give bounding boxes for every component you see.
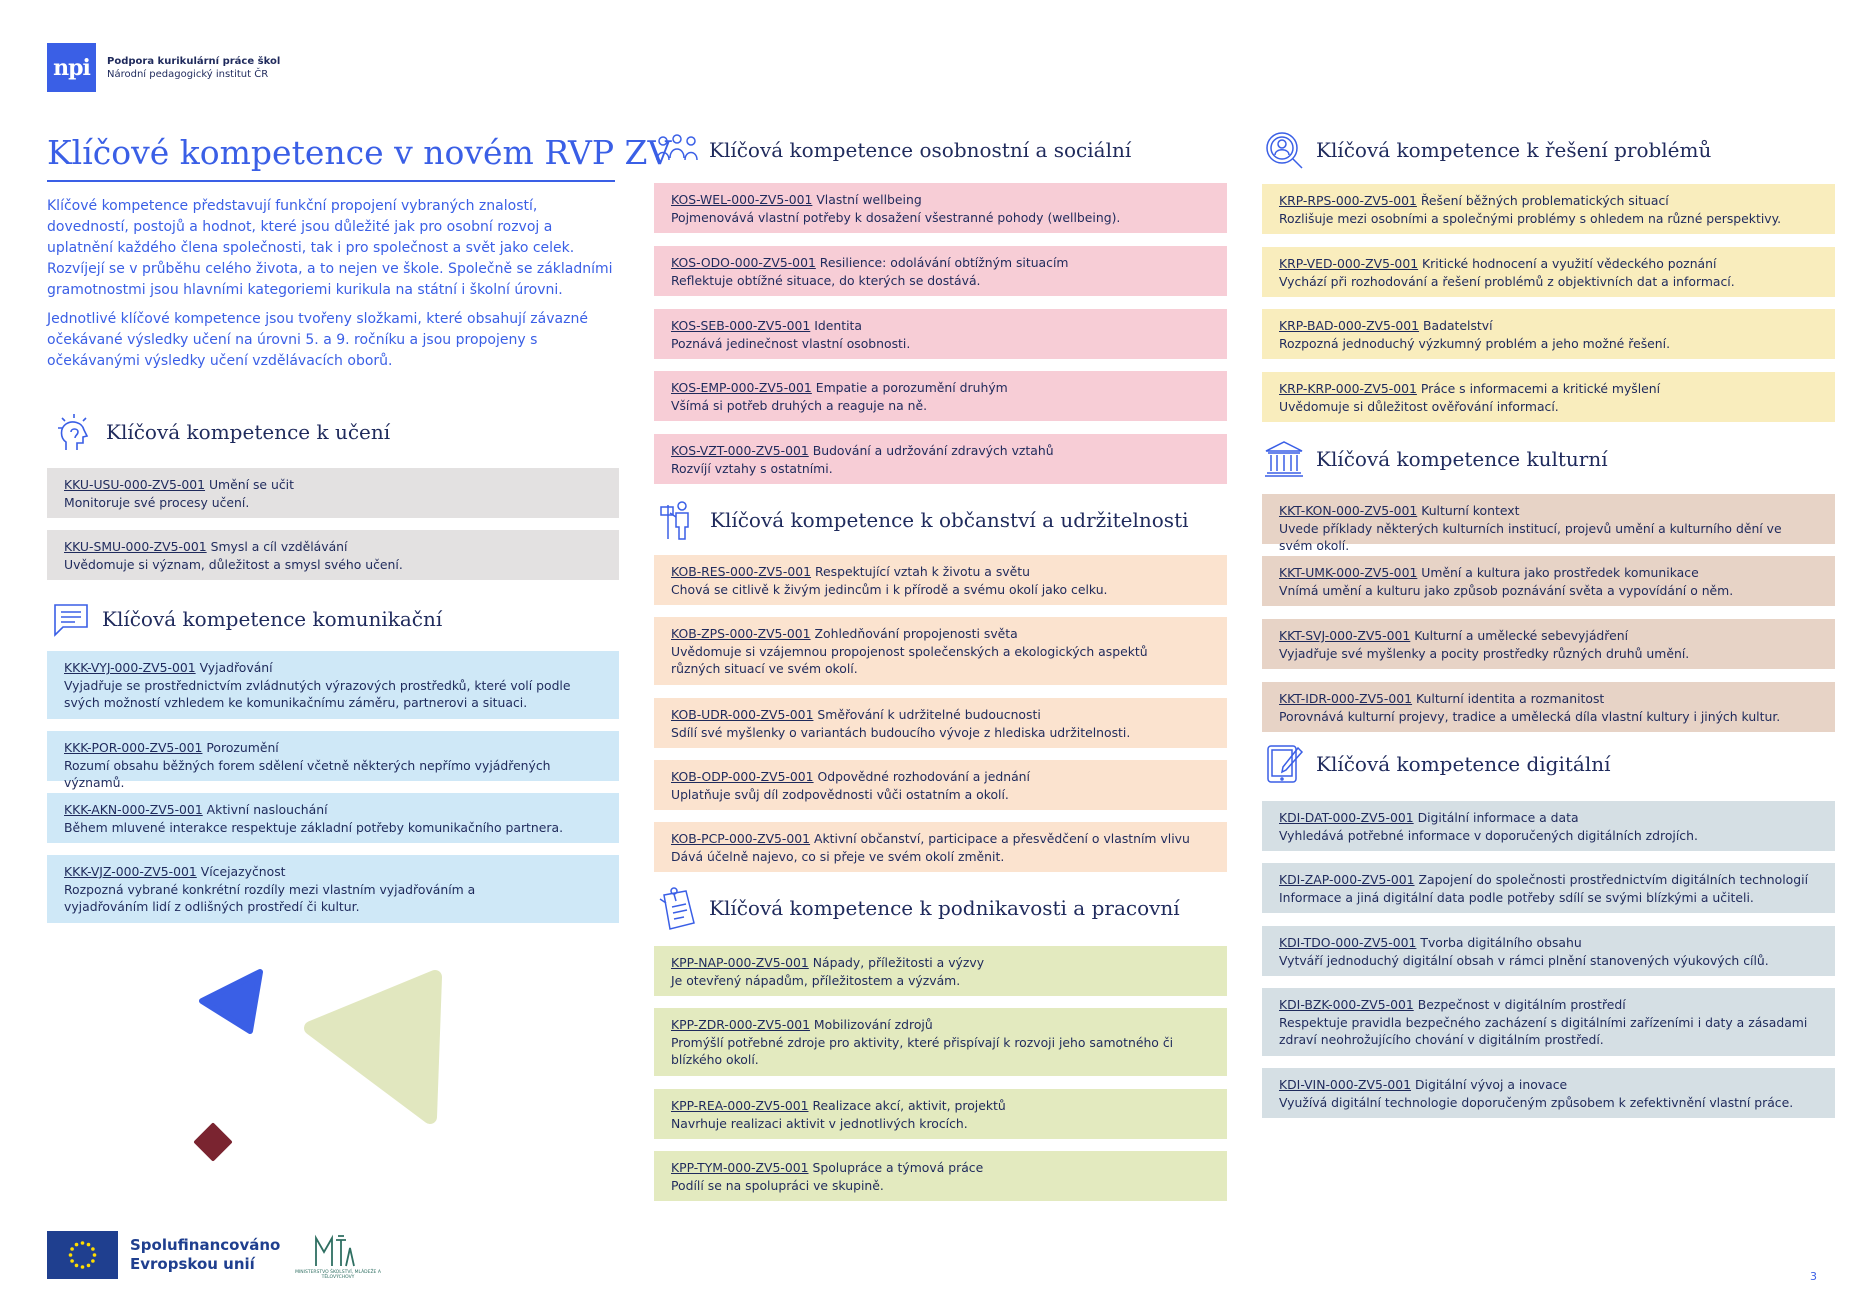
card-kdi-dat [1262,801,1835,851]
competence-name: Mobilizování zdrojů [813,1017,933,1032]
competence-description: Vyjadřuje své myšlenky a pocity prostředky různých druhů umění. [1279,645,1690,661]
eu-line-2: Evropskou unií [130,1255,255,1273]
competence-name: Kulturní identita a rozmanitost [1416,691,1605,706]
section-kdi-title: Klíčová kompetence digitální [1316,752,1611,776]
competence-code[interactable]: KPP-ZDR-000-ZV5-001 [671,1017,810,1032]
competence-description: Rozpozná vybrané konkrétní rozdíly mezi vlastním vyjadřováním a vyjadřováním lidí z odlišných prostředí či kultur. [64,881,476,914]
competence-code[interactable]: KRP-KRP-000-ZV5-001 [1279,381,1417,396]
competence-name: Směřování k udržitelné budoucnosti [817,707,1041,722]
card-kpp-zdr [654,1008,1227,1076]
competence-name: Vícejazyčnost [200,864,286,879]
competence-description: Vyjadřuje se prostřednictvím zvládnutých výrazových prostředků, které volí podle svých možností vzhledem ke komunikačnímu záměru, partnerovi a situaci. [64,677,571,710]
competence-code[interactable]: KKT-UMK-000-ZV5-001 [1279,565,1418,580]
competence-name: Respektující vztah k životu a světu [815,564,1030,579]
competence-name: Empatie a porozumění druhým [815,380,1008,395]
competence-description: Vnímá umění a kulturu jako způsob poznávání světa a vypovídání o něm. [1279,582,1734,598]
section-kpp-title: Klíčová kompetence k podnikavosti a pracovní [709,896,1180,920]
decorative-shapes [195,965,445,1165]
card-krp-bad [1262,309,1835,359]
competence-name: Resilience: odolávání obtížným situacím [819,255,1069,270]
card-kdi-bzk [1262,988,1835,1056]
competence-description: Pojmenovává vlastní potřeby k dosažení všestranné pohody (wellbeing). [671,209,1121,225]
card-kos-emp [654,371,1227,421]
head-lightbulb-icon [52,410,96,454]
competence-code[interactable]: KOS-VZT-000-ZV5-001 [671,443,809,458]
competence-code[interactable]: KKK-POR-000-ZV5-001 [64,740,203,755]
card-kos-wel [654,183,1227,233]
card-kob-zps [654,617,1227,685]
competence-code[interactable]: KOS-SEB-000-ZV5-001 [671,318,811,333]
intro-paragraph-2: Jednotlivé klíčové kompetence jsou tvořeny složkami, které obsahují závazné očekávané výsledky učení na úrovni 5. a 9. ročníku a jsou propojeny s očekávanými výsledky učení vzdělávacích oborů. [47,311,588,369]
card-kkt-kon [1262,494,1835,553]
competence-code[interactable]: KOB-ZPS-000-ZV5-001 [671,626,811,641]
card-kos-seb [654,309,1227,359]
competence-description: Rozlišuje mezi osobními a společnými problémy s ohledem na různé perspektivy. [1279,210,1782,226]
competence-name: Kulturní a umělecké sebevyjádření [1414,628,1629,643]
competence-description: Chová se citlivě k živým jedincům i k přírodě a svému okolí jako celku. [671,581,1108,597]
card-kob-udr [654,698,1227,748]
competence-description: Vytváří jednoduchý digitální obsah v rámci plnění stanovených výukových cílů. [1279,952,1769,968]
competence-code[interactable]: KKU-SMU-000-ZV5-001 [64,539,207,554]
competence-name: Identita [814,318,862,333]
competence-description: Uplatňuje svůj díl zodpovědnosti vůči ostatním a okolí. [671,786,1009,802]
eu-cofinanced-logo [47,1231,280,1279]
competence-description: Dává účelně najevo, co si přeje ve svém okolí změnit. [671,848,1005,864]
section-kkk-header [48,597,442,641]
competence-name: Aktivní naslouchání [206,802,328,817]
card-kkk-vyj [47,651,619,719]
competence-name: Nápady, příležitosti a výzvy [812,955,985,970]
competence-description: Rozpozná jednoduchý výzkumný problém a jeho možné řešení. [1279,335,1671,351]
clipboard-pin-icon [655,886,699,930]
section-krp-header [1262,128,1711,172]
competence-name: Smysl a cíl vzdělávání [210,539,348,554]
header [47,43,280,92]
competence-code[interactable]: KKK-VYJ-000-ZV5-001 [64,660,196,675]
card-kob-pcp [654,822,1227,872]
museum-building-icon [1262,437,1306,481]
competence-name: Kulturní kontext [1421,503,1520,518]
competence-code[interactable]: KOB-RES-000-ZV5-001 [671,564,812,579]
section-kkt-title: Klíčová kompetence kulturní [1316,447,1608,471]
competence-code[interactable]: KKK-AKN-000-ZV5-001 [64,802,203,817]
competence-description: Sdílí své myšlenky o variantách budoucího vývoje z hlediska udržitelnosti. [671,724,1131,740]
competence-code[interactable]: KDI-DAT-000-ZV5-001 [1279,810,1414,825]
section-kkt-header [1262,437,1608,481]
competence-description: Uvědomuje si důležitost ověřování informací. [1279,398,1559,414]
competence-description: Reflektuje obtížné situace, do kterých se dostává. [671,272,981,288]
competence-code[interactable]: KDI-BZK-000-ZV5-001 [1279,997,1414,1012]
competence-description: Rozvíjí vztahy s ostatními. [671,460,833,476]
section-kob-title: Klíčová kompetence k občanství a udržitelnosti [710,508,1189,532]
competence-code[interactable]: KDI-VIN-000-ZV5-001 [1279,1077,1412,1092]
npi-logo: npi [47,43,96,92]
competence-name: Zapojení do společnosti prostřednictvím digitálních technologií [1418,872,1809,887]
competence-name: Kritické hodnocení a využití vědeckého poznání [1422,256,1717,271]
msmt-text: MINISTERSTVO ŠKOLSTVÍ, MLÁDEŽE A TĚLOVÝCHOVY [295,1270,381,1280]
competence-name: Aktivní občanství, participace a přesvědčení o vlastním vlivu [814,831,1190,846]
card-kpp-nap [654,946,1227,996]
competence-name: Digitální vývoj a inovace [1414,1077,1568,1092]
page-number: 3 [1810,1270,1817,1283]
competence-code[interactable]: KKK-VJZ-000-ZV5-001 [64,864,197,879]
card-kob-odp [654,760,1227,810]
card-kdi-vin [1262,1068,1835,1118]
competence-description: Vyhledává potřebné informace v doporučených digitálních zdrojích. [1279,827,1698,843]
card-kdi-tdo [1262,926,1835,976]
competence-name: Budování a udržování zdravých vztahů [812,443,1054,458]
competence-description: Uvede příklady některých kulturních institucí, projevů umění a kulturního dění ve svém okolí. [1279,520,1782,553]
section-kos-header [655,128,1131,172]
section-kos-title: Klíčová kompetence osobnostní a sociální [709,138,1132,162]
competence-description: Podílí se na spolupráci ve skupině. [671,1177,884,1193]
competence-code[interactable]: KRP-BAD-000-ZV5-001 [1279,318,1420,333]
green-triangle-shape [311,977,435,1117]
card-kpp-rea [654,1089,1227,1139]
eu-flag-icon [47,1231,118,1279]
section-kdi-header [1262,742,1611,786]
competence-description: Uvědomuje si vzájemnou propojenost společenských a ekologických aspektů různých situací ve svém okolí. [671,643,1148,676]
competence-description: Poznává jedinečnost vlastní osobnosti. [671,335,911,351]
magnifier-person-icon [1262,128,1306,172]
speech-bubble-icon [48,597,92,641]
competence-code[interactable]: KOS-EMP-000-ZV5-001 [671,380,812,395]
competence-code[interactable]: KPP-REA-000-ZV5-001 [671,1098,809,1113]
competence-description: Monitoruje své procesy učení. [64,494,250,510]
card-kkt-svj [1262,619,1835,669]
competence-code[interactable]: KKT-KON-000-ZV5-001 [1279,503,1418,518]
intro-text [47,196,615,380]
card-kku-usu [47,468,619,518]
card-kob-res [654,555,1227,605]
competence-name: Umění a kultura jako prostředek komunikace [1421,565,1699,580]
competence-name: Digitální informace a data [1417,810,1579,825]
competence-name: Badatelství [1423,318,1493,333]
red-diamond-shape [193,1122,233,1162]
competence-name: Vyjadřování [199,660,273,675]
competence-name: Práce s informacemi a kritické myšlení [1420,381,1661,396]
competence-description: Během mluvené interakce respektuje základní potřeby komunikačního partnera. [64,819,564,835]
competence-description: Porovnává kulturní projevy, tradice a umělecká díla vlastní kultury i jiných kultur. [1279,708,1781,724]
competence-description: Rozumí obsahu běžných forem sdělení včetně některých nepřímo vyjádřených významů. [64,757,551,790]
competence-name: Tvorba digitálního obsahu [1420,935,1582,950]
card-krp-krp [1262,372,1835,422]
competence-name: Porozumění [206,740,279,755]
competence-code[interactable]: KDI-ZAP-000-ZV5-001 [1279,872,1415,887]
competence-description: Uvědomuje si význam, důležitost a smysl svého učení. [64,556,403,572]
competence-code[interactable]: KPP-TYM-000-ZV5-001 [671,1160,809,1175]
competence-description: Promýšlí potřebné zdroje pro aktivity, které přispívají k rozvoji jeho samotného či blízkého okolí. [671,1034,1174,1067]
section-kpp-header [655,886,1180,930]
card-kpp-tym [654,1151,1227,1201]
competence-description: Vychází při rozhodování a řešení problémů z objektivních dat a informací. [1279,273,1735,289]
section-kkk-title: Klíčová kompetence komunikační [102,607,443,631]
competence-code[interactable]: KOS-WEL-000-ZV5-001 [671,192,813,207]
blue-triangle-shape [202,972,260,1031]
card-krp-rps [1262,184,1835,234]
competence-code[interactable]: KOB-PCP-000-ZV5-001 [671,831,811,846]
section-kku-header [52,410,390,454]
brand-text [107,55,280,81]
competence-code[interactable]: KPP-NAP-000-ZV5-001 [671,955,809,970]
card-kdi-zap [1262,863,1835,913]
card-kos-vzt [654,434,1227,484]
competence-description: Je otevřený nápadům, příležitostem a výzvám. [671,972,961,988]
card-krp-ved [1262,247,1835,297]
card-kkt-umk [1262,556,1835,606]
card-kkk-akn [47,793,619,843]
competence-code[interactable]: KDI-TDO-000-ZV5-001 [1279,935,1417,950]
tablet-pen-icon [1262,742,1306,786]
competence-code[interactable]: KOB-ODP-000-ZV5-001 [671,769,814,784]
section-kob-header [656,498,1189,542]
msmt-logo [288,1230,388,1282]
competence-name: Spolupráce a týmová práce [812,1160,984,1175]
card-kos-odo [654,246,1227,296]
competence-name: Bezpečnost v digitálním prostředí [1417,997,1626,1012]
competence-description: Informace a jiná digitální data podle potřeby sdílí se svými blízkými a učiteli. [1279,889,1754,905]
page-title: Klíčové kompetence v novém RVP ZV [47,133,615,182]
competence-name: Umění se učit [208,477,294,492]
brand-line-1: Podpora kurikulární práce škol [107,55,281,67]
eu-line-1: Spolufinancováno [130,1236,281,1254]
section-krp-title: Klíčová kompetence k řešení problémů [1316,138,1712,162]
competence-description: Navrhuje realizaci aktivit v jednotlivých krocích. [671,1115,968,1131]
brand-line-2: Národní pedagogický institut ČR [107,68,269,80]
people-group-icon [655,128,699,172]
competence-name: Odpovědné rozhodování a jednání [817,769,1030,784]
competence-code[interactable]: KOS-ODO-000-ZV5-001 [671,255,816,270]
competence-description: Všímá si potřeb druhých a reaguje na ně. [671,397,928,413]
competence-name: Řešení běžných problematických situací [1420,193,1669,208]
competence-code[interactable]: KRP-RPS-000-ZV5-001 [1279,193,1417,208]
section-kku-title: Klíčová kompetence k učení [106,420,391,444]
competence-code[interactable]: KKT-IDR-000-ZV5-001 [1279,691,1413,706]
eu-text [130,1236,280,1274]
competence-code[interactable]: KRP-VED-000-ZV5-001 [1279,256,1419,271]
competence-name: Zohledňování propojenosti světa [814,626,1018,641]
competence-description: Využívá digitální technologie doporučeným způsobem k zefektivnění vlastní práce. [1279,1094,1794,1110]
card-kkk-por [47,731,619,790]
card-kku-smu [47,530,619,580]
intro-paragraph-1: Klíčové kompetence představují funkční propojení vybraných znalostí, dovedností, postojů a hodnot, které jsou důležité jak pro osobní rozvoj a uplatnění každého člena společnosti, tak i pro společnost a svět jako celek. Rozvíjejí se v průběhu celého života, a to nejen ve škole. Společně se základními gramotnostmi jsou hlavními kategoriemi kurikula na státní i školní úrovni. [47,198,613,298]
card-kkk-vjz [47,855,619,923]
competence-code[interactable]: KKT-SVJ-000-ZV5-001 [1279,628,1411,643]
person-sign-icon [656,498,700,542]
card-kkt-idr [1262,682,1835,732]
competence-code[interactable]: KKU-USU-000-ZV5-001 [64,477,206,492]
competence-description: Respektuje pravidla bezpečného zacházení s digitálními zařízeními i daty a zásadami zdraví neohrožujícího chování v digitálním prostředí. [1279,1014,1808,1047]
competence-name: Vlastní wellbeing [816,192,922,207]
competence-code[interactable]: KOB-UDR-000-ZV5-001 [671,707,814,722]
competence-name: Realizace akcí, aktivit, projektů [812,1098,1006,1113]
